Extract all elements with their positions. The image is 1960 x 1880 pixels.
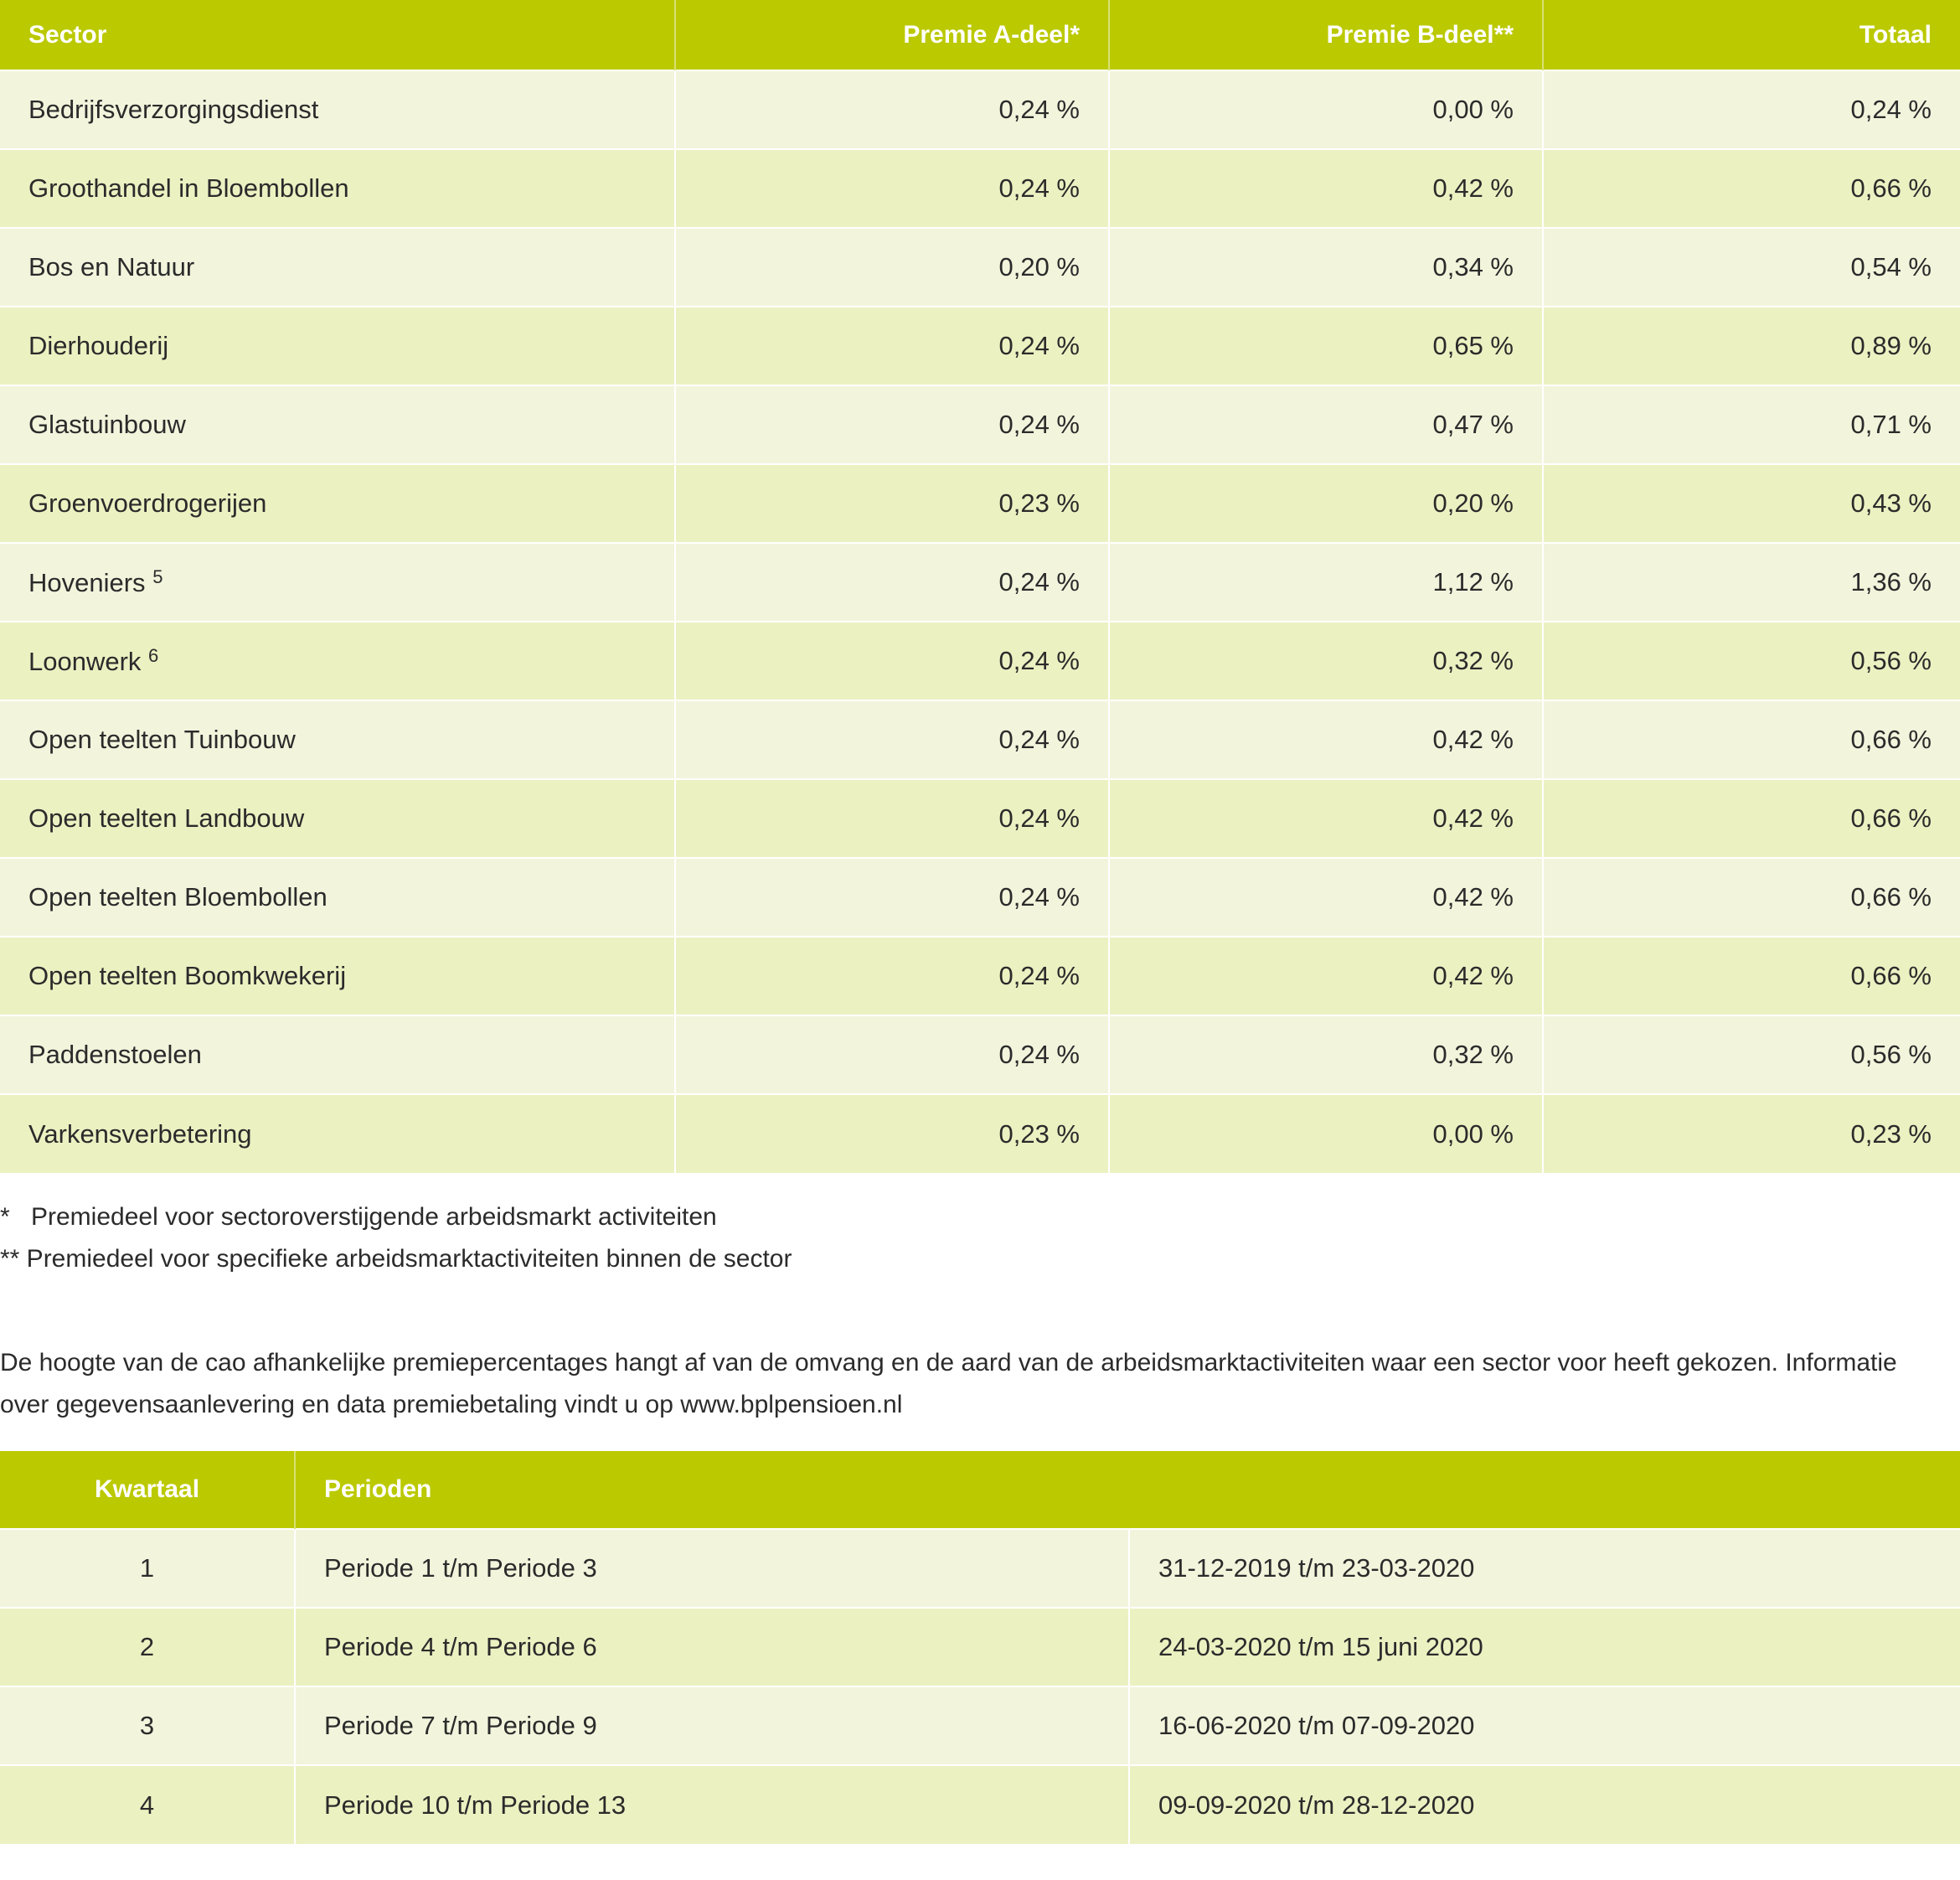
table-row bbox=[0, 779, 1960, 858]
footnote-2: ** Premiedeel voor specifieke arbeidsmarktactiviteiten binnen de sector bbox=[0, 1245, 792, 1273]
table-row bbox=[0, 1608, 1960, 1686]
sector-name: Paddenstoelen bbox=[28, 1040, 202, 1069]
table-row bbox=[0, 149, 1960, 228]
header-dates bbox=[1129, 1451, 1960, 1529]
cell-sector bbox=[0, 385, 675, 464]
cell-premie-b: 0,42 % bbox=[1109, 779, 1543, 858]
cell-totaal: 0,56 % bbox=[1543, 1015, 1960, 1094]
cell-premie-a: 0,20 % bbox=[675, 228, 1109, 307]
header-kwartaal: Kwartaal bbox=[0, 1451, 295, 1529]
cell-perioden: Periode 10 t/m Periode 13 bbox=[295, 1765, 1129, 1844]
sector-name: Loonwerk bbox=[28, 647, 142, 676]
cell-premie-b: 0,34 % bbox=[1109, 228, 1543, 307]
sector-name: Varkensverbetering bbox=[28, 1118, 252, 1149]
table-row bbox=[0, 70, 1960, 149]
cell-perioden: Periode 1 t/m Periode 3 bbox=[295, 1529, 1129, 1608]
footnotes bbox=[0, 1196, 1960, 1280]
cell-kwartaal: 4 bbox=[0, 1765, 295, 1844]
cell-premie-b: 0,65 % bbox=[1109, 307, 1543, 385]
cell-sector bbox=[0, 622, 675, 700]
table-row bbox=[0, 228, 1960, 307]
cell-premie-b: 0,42 % bbox=[1109, 858, 1543, 937]
footnote-1 bbox=[0, 1196, 1960, 1238]
header-premie-a: Premie A-deel* bbox=[675, 0, 1109, 70]
cell-sector bbox=[0, 228, 675, 307]
cell-premie-a: 0,24 % bbox=[675, 1015, 1109, 1094]
cell-dates: 09-09-2020 t/m 28-12-2020 bbox=[1129, 1765, 1960, 1844]
table-row bbox=[0, 385, 1960, 464]
cell-premie-b: 0,47 % bbox=[1109, 385, 1543, 464]
cell-premie-b: 0,00 % bbox=[1109, 1094, 1543, 1173]
kwartaal-table-header-row bbox=[0, 1451, 1960, 1529]
sector-name: Open teelten Tuinbouw bbox=[28, 725, 296, 754]
footnote-ref: 5 bbox=[152, 566, 163, 587]
cell-totaal: 0,89 % bbox=[1543, 307, 1960, 385]
cell-dates: 16-06-2020 t/m 07-09-2020 bbox=[1129, 1686, 1960, 1765]
footnote-ref: 6 bbox=[148, 645, 159, 666]
cell-sector bbox=[0, 70, 675, 149]
cell-sector bbox=[0, 858, 675, 937]
cell-sector bbox=[0, 1094, 675, 1173]
cell-premie-b: 0,42 % bbox=[1109, 937, 1543, 1015]
cell-premie-b: 0,32 % bbox=[1109, 1015, 1543, 1094]
cell-sector bbox=[0, 1015, 675, 1094]
cell-premie-a: 0,24 % bbox=[675, 937, 1109, 1015]
cell-perioden: Periode 7 t/m Periode 9 bbox=[295, 1686, 1129, 1765]
sector-name: Open teelten Bloembollen bbox=[28, 882, 328, 912]
table-row bbox=[0, 464, 1960, 543]
table-row bbox=[0, 1094, 1960, 1173]
sector-name: Groenvoerdrogerijen bbox=[28, 488, 267, 518]
cell-totaal: 0,71 % bbox=[1543, 385, 1960, 464]
cell-sector bbox=[0, 149, 675, 228]
cell-totaal: 0,43 % bbox=[1543, 464, 1960, 543]
sector-name: Glastuinbouw bbox=[28, 410, 186, 439]
cell-premie-a: 0,24 % bbox=[675, 779, 1109, 858]
cell-premie-b: 1,12 % bbox=[1109, 543, 1543, 622]
info-paragraph: De hoogte van de cao afhankelijke premiepercentages hangt af van de omvang en de aard van de arbeidsmarktactiviteiten waar een sector voor heeft gekozen. Informatie over gegevensaanlevering en data premiebetaling vindt u op www.bplpensioen.nl bbox=[0, 1349, 1897, 1418]
header-perioden: Perioden bbox=[295, 1451, 1129, 1529]
sector-name: Dierhouderij bbox=[28, 331, 169, 360]
cell-premie-b: 0,42 % bbox=[1109, 700, 1543, 779]
table-row bbox=[0, 1686, 1960, 1765]
cell-premie-a: 0,24 % bbox=[675, 70, 1109, 149]
cell-totaal: 0,23 % bbox=[1543, 1094, 1960, 1173]
sector-name: Hoveniers bbox=[28, 568, 146, 597]
table-row bbox=[0, 307, 1960, 385]
table-row bbox=[0, 1015, 1960, 1094]
cell-perioden: Periode 4 t/m Periode 6 bbox=[295, 1608, 1129, 1686]
cell-dates: 31-12-2019 t/m 23-03-2020 bbox=[1129, 1529, 1960, 1608]
cell-premie-b: 0,42 % bbox=[1109, 149, 1543, 228]
cell-kwartaal: 2 bbox=[0, 1608, 295, 1686]
premie-table-header-row bbox=[0, 0, 1960, 70]
cell-sector bbox=[0, 307, 675, 385]
table-row bbox=[0, 700, 1960, 779]
cell-totaal: 0,66 % bbox=[1543, 700, 1960, 779]
sector-name: Groothandel in Bloembollen bbox=[28, 173, 349, 203]
sector-name: Bos en Natuur bbox=[28, 252, 195, 281]
cell-premie-a: 0,24 % bbox=[675, 622, 1109, 700]
table-row bbox=[0, 1765, 1960, 1844]
sector-name: Open teelten Boomkwekerij bbox=[28, 961, 347, 990]
table-row bbox=[0, 622, 1960, 700]
cell-premie-b: 0,20 % bbox=[1109, 464, 1543, 543]
cell-premie-b: 0,32 % bbox=[1109, 622, 1543, 700]
cell-sector bbox=[0, 543, 675, 622]
cell-premie-a: 0,23 % bbox=[675, 1094, 1109, 1173]
header-totaal: Totaal bbox=[1543, 0, 1960, 70]
cell-sector bbox=[0, 700, 675, 779]
cell-premie-a: 0,24 % bbox=[675, 385, 1109, 464]
kwartaal-table bbox=[0, 1451, 1960, 1844]
table-row bbox=[0, 543, 1960, 622]
footnote-1-text: Premiedeel voor sectoroverstijgende arbeidsmarkt activiteiten bbox=[31, 1203, 717, 1231]
cell-totaal: 0,56 % bbox=[1543, 622, 1960, 700]
cell-dates: 24-03-2020 t/m 15 juni 2020 bbox=[1129, 1608, 1960, 1686]
cell-premie-a: 0,24 % bbox=[675, 858, 1109, 937]
cell-totaal: 0,24 % bbox=[1543, 70, 1960, 149]
cell-totaal: 0,66 % bbox=[1543, 149, 1960, 228]
cell-kwartaal: 3 bbox=[0, 1686, 295, 1765]
cell-sector bbox=[0, 937, 675, 1015]
cell-totaal: 0,66 % bbox=[1543, 858, 1960, 937]
cell-totaal: 0,66 % bbox=[1543, 779, 1960, 858]
cell-premie-a: 0,23 % bbox=[675, 464, 1109, 543]
cell-premie-a: 0,24 % bbox=[675, 307, 1109, 385]
table-row bbox=[0, 937, 1960, 1015]
table-row bbox=[0, 858, 1960, 937]
table-row bbox=[0, 1529, 1960, 1608]
cell-premie-b: 0,00 % bbox=[1109, 70, 1543, 149]
cell-totaal: 1,36 % bbox=[1543, 543, 1960, 622]
cell-totaal: 0,66 % bbox=[1543, 937, 1960, 1015]
cell-premie-a: 0,24 % bbox=[675, 149, 1109, 228]
footnote-1-mark: * bbox=[0, 1203, 10, 1231]
cell-sector bbox=[0, 779, 675, 858]
sector-name: Bedrijfsverzorgingsdienst bbox=[28, 95, 319, 124]
cell-sector bbox=[0, 464, 675, 543]
header-premie-b: Premie B-deel** bbox=[1109, 0, 1543, 70]
cell-kwartaal: 1 bbox=[0, 1529, 295, 1608]
sector-name: Open teelten Landbouw bbox=[28, 803, 305, 833]
cell-premie-a: 0,24 % bbox=[675, 543, 1109, 622]
cell-totaal: 0,54 % bbox=[1543, 228, 1960, 307]
header-sector: Sector bbox=[0, 0, 675, 70]
cell-premie-a: 0,24 % bbox=[675, 700, 1109, 779]
